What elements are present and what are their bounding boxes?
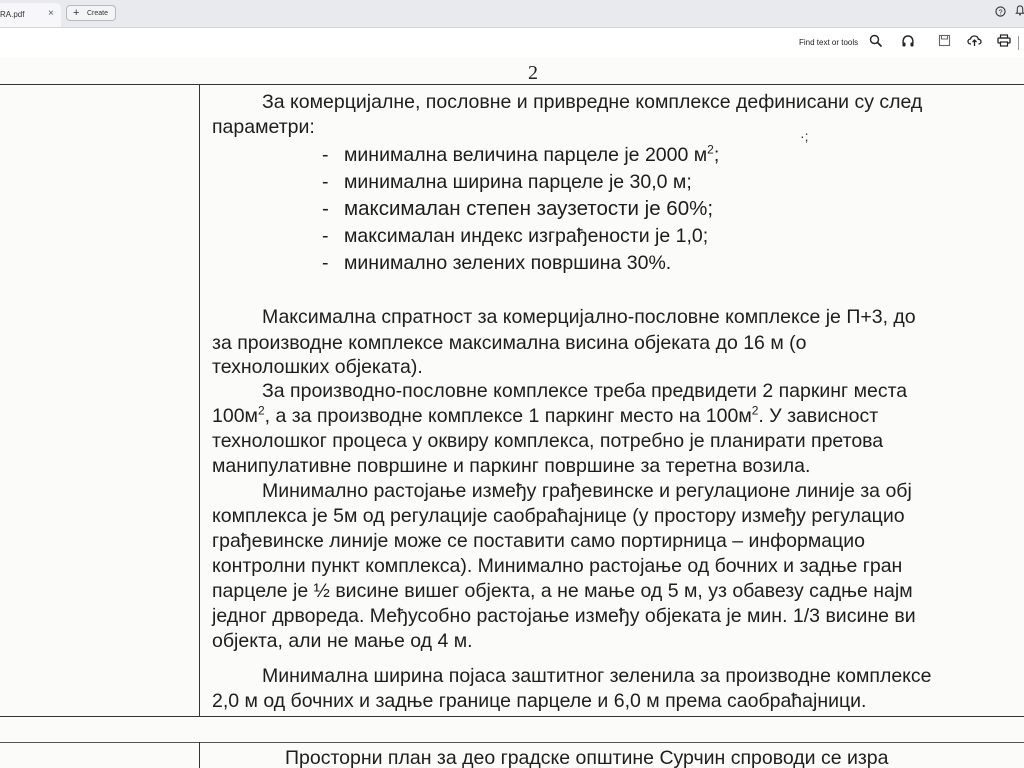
table-row-border-2: [0, 742, 1024, 743]
paragraph-5-line-1: Минимална ширина појаса заштитног зеленила за производне комплексе: [262, 665, 932, 687]
paragraph-4-line-3: грађевинске линије може се поставити само портирница – информацио: [212, 530, 866, 552]
help-icon[interactable]: [995, 6, 1006, 20]
table-column-divider-2: [199, 742, 200, 768]
svg-text:?: ?: [998, 7, 1003, 17]
paragraph-1-line-2: параметри:: [212, 116, 315, 138]
find-text-or-tools-label[interactable]: Find text or tools: [799, 38, 859, 47]
read-aloud-icon[interactable]: [900, 34, 916, 50]
scan-mark: ·;: [800, 128, 809, 144]
list-item: - минимална ширина парцеле је 30,0 м;: [322, 171, 692, 193]
tab-pdf-document[interactable]: [0, 3, 61, 27]
list-item: - минимално зелених површина 30%.: [322, 252, 672, 274]
paragraph-2-line-2: за производне комплексе максимална висина објеката до 16 м (о: [212, 332, 807, 354]
page-number: 2: [528, 62, 538, 84]
next-row-text: Просторни план за део градске општине Сурчин спроводи се изра: [285, 747, 889, 768]
paragraph-5-line-2: 2,0 м од бочних и задње границе парцеле и 6,0 м према саобраћајници.: [212, 690, 867, 712]
paragraph-4-line-2: комплекса је 5м од регулације саобраћајнице (у простору између регулацио: [212, 505, 905, 527]
create-tab-button[interactable]: [66, 5, 116, 21]
notification-icon[interactable]: [1015, 5, 1024, 19]
paragraph-2-line-1: Максимална спратност за комерцијално-пословне комплексе је П+3, до: [262, 306, 916, 328]
pdf-page[interactable]: [0, 58, 1024, 768]
paragraph-3-line-2: $100м^2$, а за производне комплексе 1 паркинг место на $100м^2$. У зависност: [212, 403, 879, 427]
cloud-upload-icon[interactable]: [966, 34, 982, 50]
paragraph-4-line-7: објекта, али не мање од 4 м.: [212, 630, 473, 652]
paragraph-2-line-3: технолошких објеката).: [212, 356, 423, 378]
create-label: Create: [87, 10, 109, 17]
paragraph-4-line-5: парцеле је ½ висине вишег објекта, а не мање од 5 м, уз обавезу садње најм: [212, 580, 913, 602]
paragraph-3-line-3: технолошког процеса у оквиру комплекса, потребно је планирати претова: [212, 430, 884, 452]
table-row-border: [0, 716, 1024, 717]
browser-tab-strip: [0, 0, 1024, 28]
list-item: - максималан индекс изграђености је 1,0;: [322, 225, 709, 247]
paragraph-4-line-4: контролни пункт комплекса). Минимално растојање од бочних и задње гран: [212, 555, 903, 577]
paragraph-3-line-1: За производно-пословне комплексе треба предвидети 2 паркинг места: [262, 380, 908, 402]
tab-title: RA.pdf: [0, 10, 25, 19]
pdf-toolbar: [0, 28, 1024, 58]
plus-icon: +: [73, 7, 80, 19]
paragraph-4-line-1: Минимално растојање између грађевинске и регулационе линије за обј: [262, 480, 912, 502]
paragraph-1-line-1: За комерцијалне, пословне и привредне комплексе дефинисани су след: [262, 91, 923, 113]
close-tab-icon[interactable]: ×: [48, 8, 54, 19]
toolbar-divider: [1018, 36, 1019, 50]
save-icon[interactable]: [936, 34, 952, 50]
print-icon[interactable]: [996, 34, 1012, 50]
table-column-divider: [199, 84, 200, 717]
list-item: - минимална величина парцеле је 2000 $м^2$;: [322, 142, 720, 166]
paragraph-3-line-4: манипулативне површине и паркинг површине за теретна возила.: [212, 455, 811, 477]
table-top-border: [0, 84, 1024, 85]
list-item: - максималан степен заузетости је 60%;: [322, 197, 714, 220]
search-icon[interactable]: [868, 34, 884, 50]
paragraph-4-line-6: једног дрвореда. Међусобно растојање између објеката је мин. 1/3 висине ви: [212, 605, 916, 627]
